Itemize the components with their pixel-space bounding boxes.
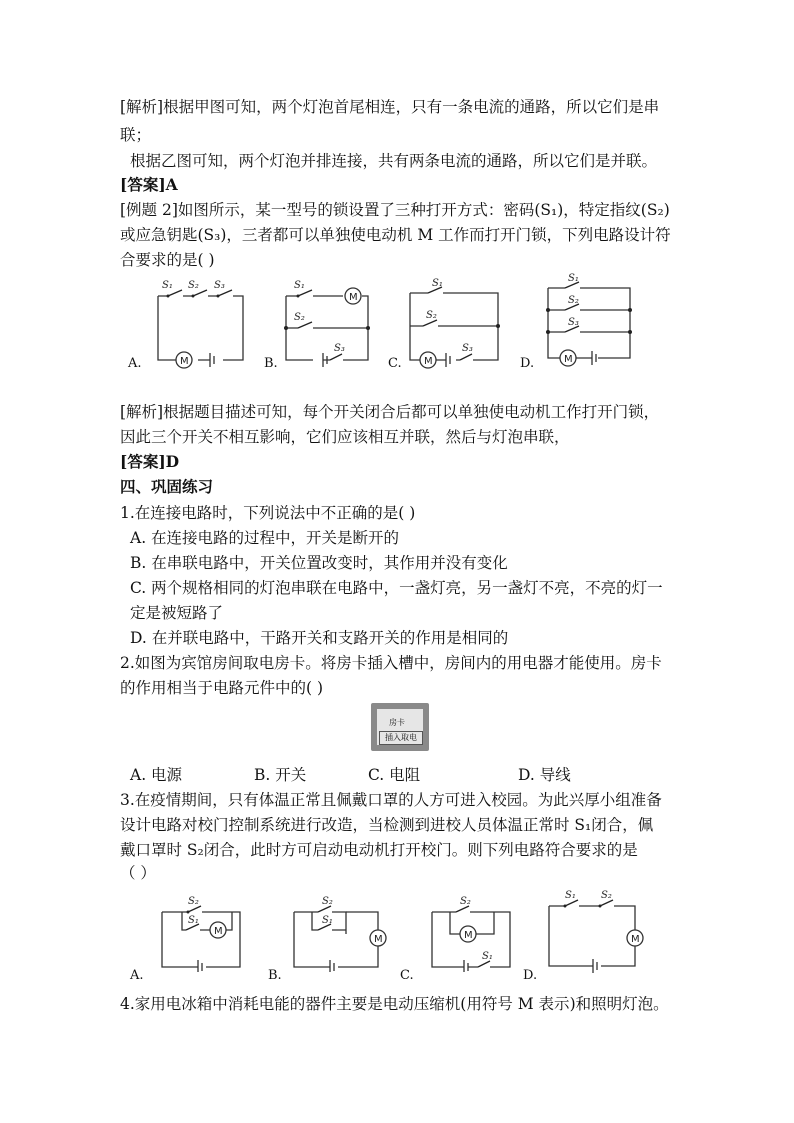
motor-label: M	[214, 926, 223, 937]
analysis-1-line-1: [解析]根据甲图可知，两个灯泡首尾相连，只有一条电流的通路，所以它们是串	[120, 98, 660, 116]
q3-figure-b	[290, 892, 390, 972]
q3-fig-d-label: D.	[523, 968, 538, 983]
card-top-text: 房卡	[389, 718, 405, 727]
motor-label: M	[564, 354, 573, 365]
s3-label: S₃	[334, 343, 345, 354]
q2-option-c: C. 电阻	[368, 766, 421, 784]
q2-stem-line-1: 2.如图为宾馆房间取电房卡。将房卡插入槽中，房间内的用电器才能使用。房卡	[120, 654, 662, 672]
fig-a-label: A.	[128, 356, 142, 371]
q2-stem-line-2: 的作用相当于电路元件中的( )	[120, 679, 324, 697]
s1-label: S₁	[568, 273, 579, 284]
analysis-1-line-3: 根据乙图可知，两个灯泡并排连接，共有两条电流的通路，所以它们是并联。	[130, 152, 658, 170]
s2-label: S₂	[188, 280, 199, 291]
motor-label: M	[349, 292, 358, 303]
room-card-image	[371, 703, 429, 751]
s2-label: S₂	[460, 896, 471, 907]
q2-option-a: A. 电源	[130, 766, 183, 784]
q1-stem: 1.在连接电路时，下列说法中不正确的是( )	[120, 504, 416, 522]
q3-stem-line-2: 设计电路对校门控制系统进行改造，当检测到进校人员体温正常时 S₁闭合，佩	[120, 816, 654, 834]
motor-label: M	[180, 356, 189, 367]
q3-fig-a-label: A.	[130, 968, 144, 983]
q2-option-d: D. 导线	[518, 766, 571, 784]
fig-d-label: D.	[520, 356, 535, 371]
example-2-line-3: 合要求的是( )	[120, 251, 215, 269]
motor-label: M	[424, 356, 433, 367]
s1-label: S₁	[482, 951, 493, 962]
motor-label: M	[631, 934, 640, 945]
fig-c-label: C.	[388, 356, 402, 371]
s3-label: S₃	[568, 317, 579, 328]
example2-figure-b	[268, 278, 383, 373]
s2-label: S₂	[322, 896, 333, 907]
example-2-line-1: [例题 2]如图所示，某一型号的锁设置了三种打开方式：密码(S₁)，特定指纹(S₂)	[120, 201, 670, 219]
example2-figure-a	[128, 278, 263, 373]
q1-option-c-line-1: C. 两个规格相同的灯泡串联在电路中，一盏灯亮，另一盏灯不亮，不亮的灯一	[130, 579, 663, 597]
s1-label: S₁	[565, 890, 576, 901]
q1-option-a: A. 在连接电路的过程中，开关是断开的	[130, 529, 400, 547]
motor-label: M	[374, 934, 383, 945]
q3-fig-c-label: C.	[400, 968, 414, 983]
fig-b-label: B.	[264, 356, 278, 371]
q4-stem-line-1: 4.家用电冰箱中消耗电能的器件主要是电动压缩机(用符号 M 表示)和照明灯泡。	[120, 995, 669, 1013]
q2-option-b: B. 开关	[254, 766, 307, 784]
card-bottom-text: 插入取电	[379, 731, 423, 745]
q3-stem-line-3: 戴口罩时 S₂闭合，此时方可启动电动机打开校门。则下列电路符合要求的是	[120, 841, 638, 859]
q1-option-b: B. 在串联电路中，开关位置改变时，其作用并没有变化	[130, 554, 508, 572]
s1-label: S₁	[294, 280, 305, 291]
s1-label: S₁	[432, 278, 443, 289]
analysis-2-line-2: 因此三个开关不相互影响，它们应该相互并联，然后与灯泡串联，	[120, 428, 570, 446]
q1-option-d: D. 在并联电路中，干路开关和支路开关的作用是相同的	[130, 629, 509, 647]
q3-stem-line-1: 3.在疫情期间，只有体温正常且佩戴口罩的人方可进入校园。为此兴厚小组准备	[120, 791, 662, 809]
answer-2: [答案]D	[120, 452, 180, 471]
s2-label: S₂	[188, 896, 199, 907]
s2-label: S₂	[426, 310, 437, 321]
example2-figure-c	[398, 278, 508, 373]
s3-label: S₃	[214, 280, 225, 291]
example2-figure-d	[540, 272, 640, 372]
q3-stem-line-4: （ ）	[120, 864, 156, 882]
s1-label: S₁	[322, 915, 333, 926]
s1-label: S₁	[162, 280, 173, 291]
motor-label: M	[464, 930, 473, 941]
section-heading: 四、巩固练习	[120, 477, 214, 496]
s2-label: S₂	[294, 312, 305, 323]
analysis-2-line-1: [解析]根据题目描述可知，每个开关闭合后都可以单独使电动机工作打开门锁，	[120, 403, 660, 421]
q3-figure-a	[158, 892, 248, 972]
q1-option-c-line-2: 定是被短路了	[130, 604, 224, 622]
answer-1: [答案]A	[120, 175, 178, 194]
q3-figure-c	[428, 892, 518, 972]
q3-figure-d	[545, 888, 655, 973]
q3-fig-b-label: B.	[268, 968, 282, 983]
s1-label: S₁	[188, 915, 199, 926]
s2-label: S₂	[601, 890, 612, 901]
analysis-1-line-2: 联；	[120, 126, 152, 144]
s3-label: S₃	[462, 343, 473, 354]
example-2-line-2: 或应急钥匙(S₃)，三者都可以单独使电动机 M 工作而打开门锁，下列电路设计符	[120, 226, 671, 244]
s2-label: S₂	[568, 295, 579, 306]
